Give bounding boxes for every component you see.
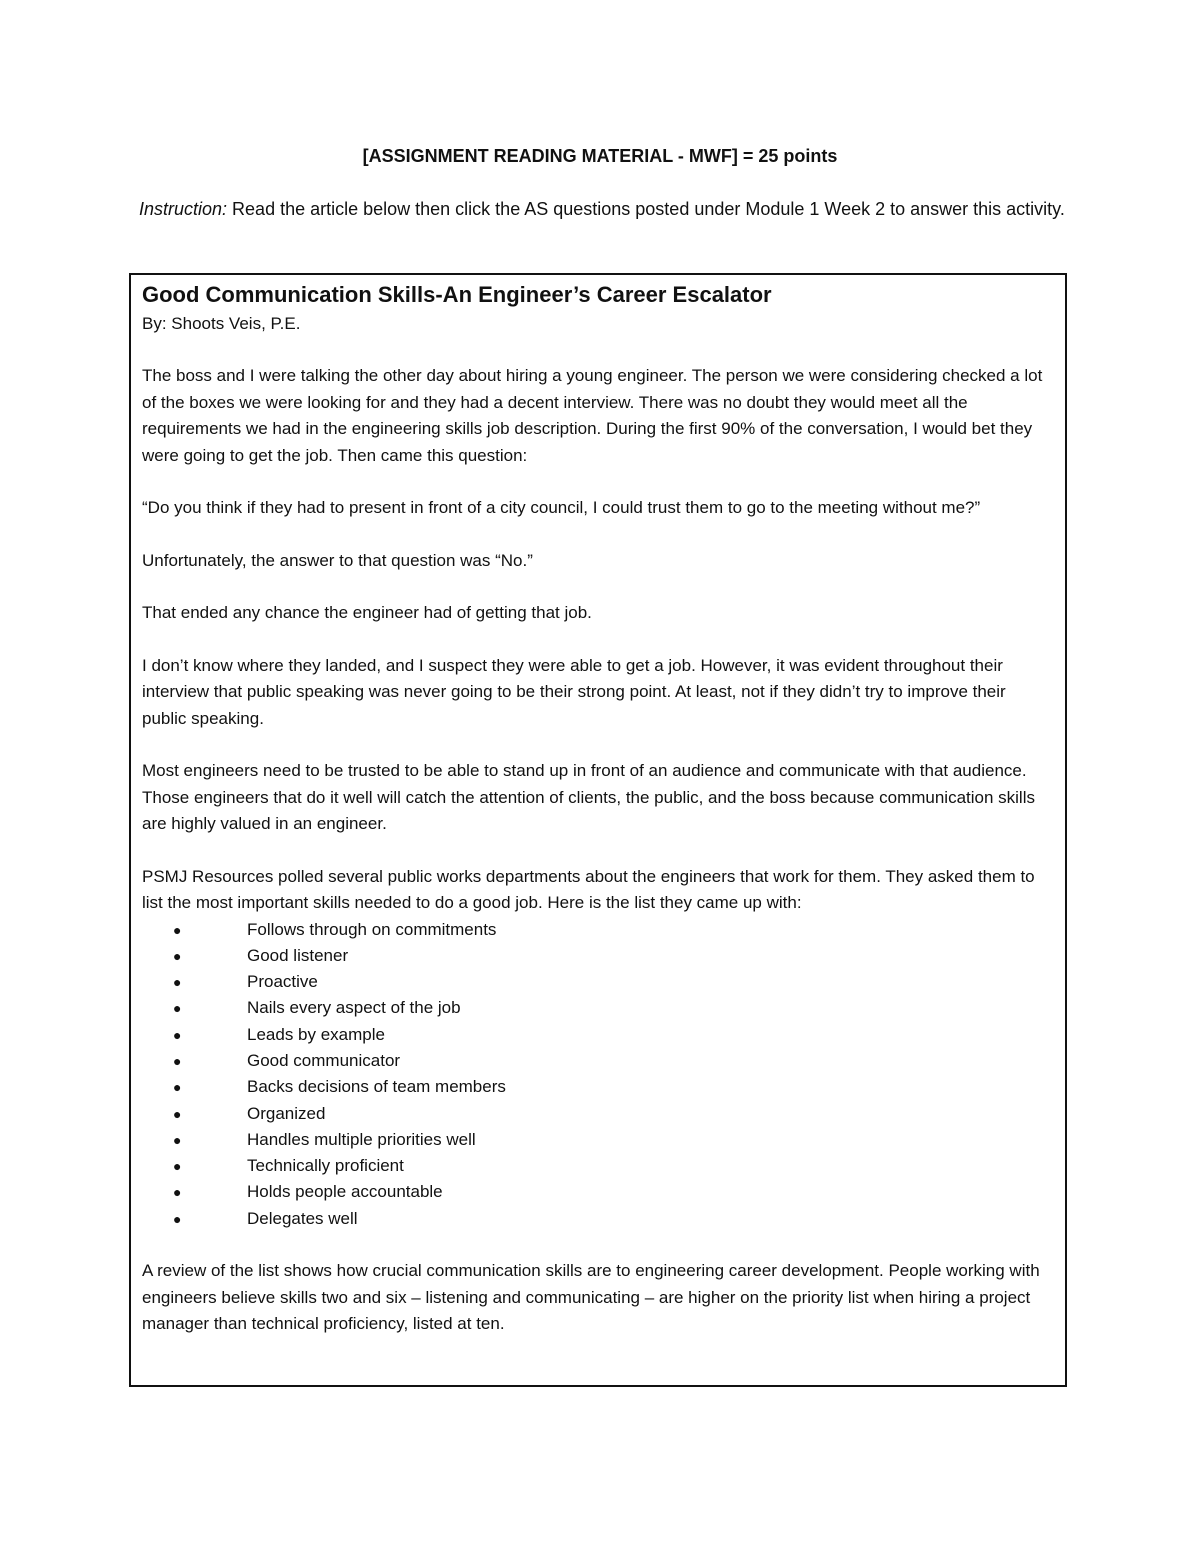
bullet-icon: ● xyxy=(173,947,182,964)
list-item xyxy=(142,1206,1047,1232)
article-paragraph-4: That ended any chance the engineer had of getting that job. xyxy=(142,603,592,622)
instruction-label: Instruction: xyxy=(139,199,228,219)
instruction-text xyxy=(139,196,1069,223)
bullet-icon: ● xyxy=(173,1000,182,1017)
bullet-icon: ● xyxy=(173,1026,182,1043)
skill-label: Good listener xyxy=(247,945,349,965)
page-heading: [ASSIGNMENT READING MATERIAL - MWF] = 25 points xyxy=(362,146,838,166)
bullet-icon: ● xyxy=(173,1158,182,1175)
skill-label: Proactive xyxy=(247,972,318,992)
skill-label: Leads by example xyxy=(247,1024,385,1044)
article-title: Good Communication Skills-An Engineer’s Career Escalator xyxy=(142,282,772,307)
list-item xyxy=(142,969,1047,995)
list-item xyxy=(142,1048,1047,1074)
bullet-icon: ● xyxy=(173,1131,182,1148)
bullet-icon: ● xyxy=(173,1184,182,1201)
article-paragraph-7: PSMJ Resources polled several public works departments about the engineers that work for them. They asked them to list the most important skills needed to do a good job. Here is the list they came up with: xyxy=(142,866,1035,912)
skills-list xyxy=(142,917,1047,1233)
skill-label: Follows through on commitments xyxy=(247,919,497,939)
list-item xyxy=(142,917,1047,943)
list-item xyxy=(142,1074,1047,1100)
skill-label: Organized xyxy=(247,1103,326,1123)
skill-label: Holds people accountable xyxy=(247,1182,443,1202)
list-item xyxy=(142,995,1047,1021)
list-item xyxy=(142,1179,1047,1205)
article-author: By: Shoots Veis, P.E. xyxy=(142,314,301,333)
skill-label: Good communicator xyxy=(247,1050,401,1070)
skill-label: Backs decisions of team members xyxy=(247,1077,506,1097)
list-item xyxy=(142,1101,1047,1127)
bullet-icon: ● xyxy=(173,1105,182,1122)
bullet-icon: ● xyxy=(173,974,182,991)
list-item xyxy=(142,1127,1047,1153)
skill-label: Nails every aspect of the job xyxy=(247,998,461,1018)
article-closing-paragraph: A review of the list shows how crucial communication skills are to engineering career development. People working with engineers believe skills two and six – listening and communicating – are higher on the priority list when hiring a project manager than technical proficiency, listed at ten. xyxy=(142,1261,1040,1334)
article-paragraph-2: “Do you think if they had to present in front of a city council, I could trust them to go to the meeting without me?” xyxy=(142,498,981,517)
list-item xyxy=(142,1022,1047,1048)
article-paragraph-6: Most engineers need to be trusted to be able to stand up in front of an audience and communicate with that audience. Those engineers that do it well will catch the attention of clients, the public, and the boss because communication skills are highly valued in an engineer. xyxy=(142,761,1035,833)
bullet-icon: ● xyxy=(173,1079,182,1096)
bullet-icon: ● xyxy=(173,1210,182,1227)
skill-label: Handles multiple priorities well xyxy=(247,1129,476,1149)
list-item xyxy=(142,943,1047,969)
skill-label: Delegates well xyxy=(247,1208,358,1228)
bullet-icon: ● xyxy=(173,1052,182,1069)
article-paragraph-5: I don’t know where they landed, and I suspect they were able to get a job. However, it was evident throughout their interview that public speaking was never going to be their strong point. At least, not if they didn’t try to improve their public speaking. xyxy=(142,655,1006,728)
skill-label: Technically proficient xyxy=(247,1156,404,1176)
article-paragraph-1: The boss and I were talking the other day about hiring a young engineer. The person we were considering checked a lot of the boxes we were looking for and they had a decent interview. There was no doubt they would meet all the requirements we had in the engineering skills job description. During the first 90% of the conversation, I would bet they were going to get the job. Then came this question: xyxy=(142,366,1043,465)
instruction-body: Read the article below then click the AS questions posted under Module 1 Week 2 to answer this activity. xyxy=(227,199,1065,219)
article-box xyxy=(129,273,1067,1387)
article-paragraph-3: Unfortunately, the answer to that question was “No.” xyxy=(142,550,533,570)
list-item xyxy=(142,1153,1047,1179)
bullet-icon: ● xyxy=(173,921,182,938)
